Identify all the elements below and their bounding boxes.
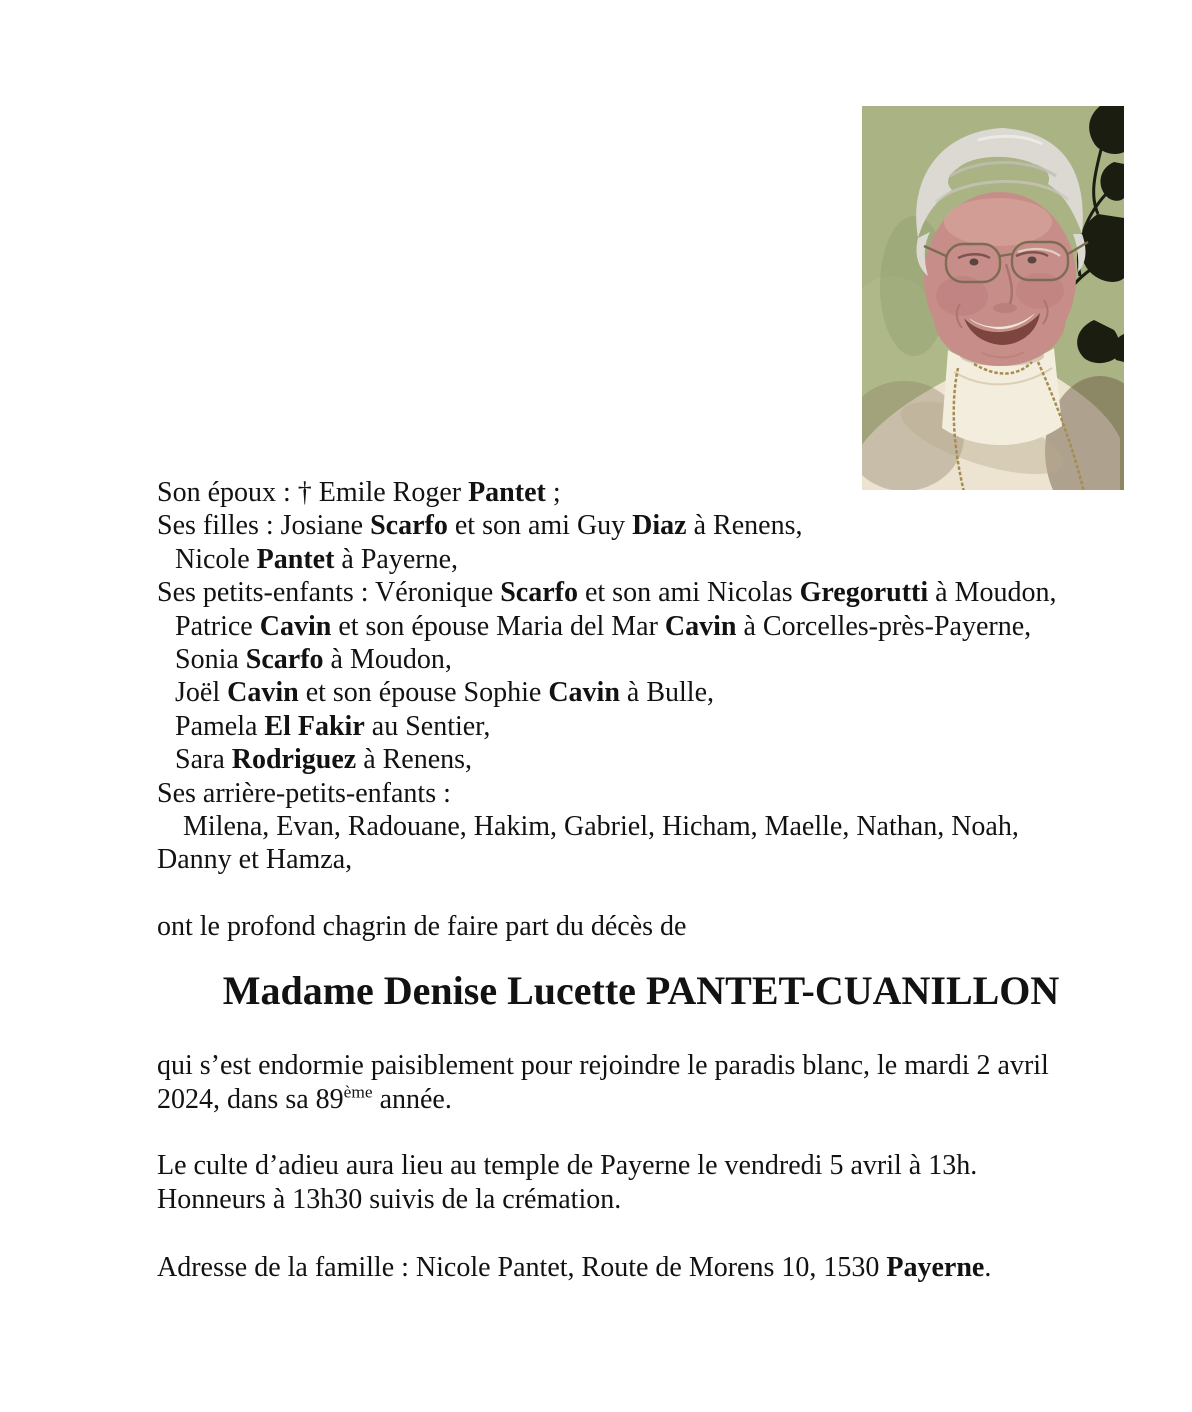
family-line: Son époux : † Emile Roger Pantet ; <box>157 477 561 508</box>
family-line: Ses filles : Josiane Scarfo et son ami Guy Diaz à Renens, <box>157 510 803 542</box>
intro-line: ont le profond chagrin de faire part du décès de <box>157 910 687 942</box>
portrait-photo <box>862 106 1124 490</box>
family-line: Ses arrière-petits-enfants : <box>157 777 451 809</box>
family-line: Joël Cavin et son épouse Sophie Cavin à Bulle, <box>175 677 714 709</box>
family-line: Patrice Cavin et son épouse Maria del Mar Cavin à Corcelles-près-Payerne, <box>175 610 1032 642</box>
obituary-text <box>157 476 1125 1284</box>
deceased-name-title: Madame Denise Lucette PANTET-CUANILLON <box>222 968 1060 1014</box>
death-paragraph <box>157 1049 1125 1116</box>
family-line: Milena, Evan, Radouane, Hakim, Gabriel, Hicham, Maelle, Nathan, Noah, <box>183 811 1019 843</box>
ceremony-paragraph <box>157 1149 1125 1216</box>
family-line: Sonia Scarfo à Moudon, <box>175 644 452 676</box>
death-line-1: qui s’est endormie paisiblement pour rejoindre le paradis blanc, le mardi 2 avril <box>157 1050 1049 1082</box>
portrait-photo-image <box>862 106 1124 490</box>
family-line: Ses petits-enfants : Véronique Scarfo et son ami Nicolas Gregorutti à Moudon, <box>157 577 1057 609</box>
death-line-2: 2024, dans sa 89ème année. <box>157 1082 452 1115</box>
family-list <box>157 476 1125 877</box>
ceremony-line-1: Le culte d’adieu aura lieu au temple de Payerne le vendredi 5 avril à 13h. <box>157 1150 978 1182</box>
family-line: Pamela El Fakir au Sentier, <box>175 710 491 742</box>
family-line: Danny et Hamza, <box>157 844 353 876</box>
ceremony-line-2: Honneurs à 13h30 suivis de la crémation. <box>157 1183 622 1215</box>
family-line: Sara Rodriguez à Renens, <box>175 744 473 776</box>
family-address-line: Adresse de la famille : Nicole Pantet, Route de Morens 10, 1530 Payerne. <box>157 1251 992 1283</box>
family-line: Nicole Pantet à Payerne, <box>175 543 459 575</box>
